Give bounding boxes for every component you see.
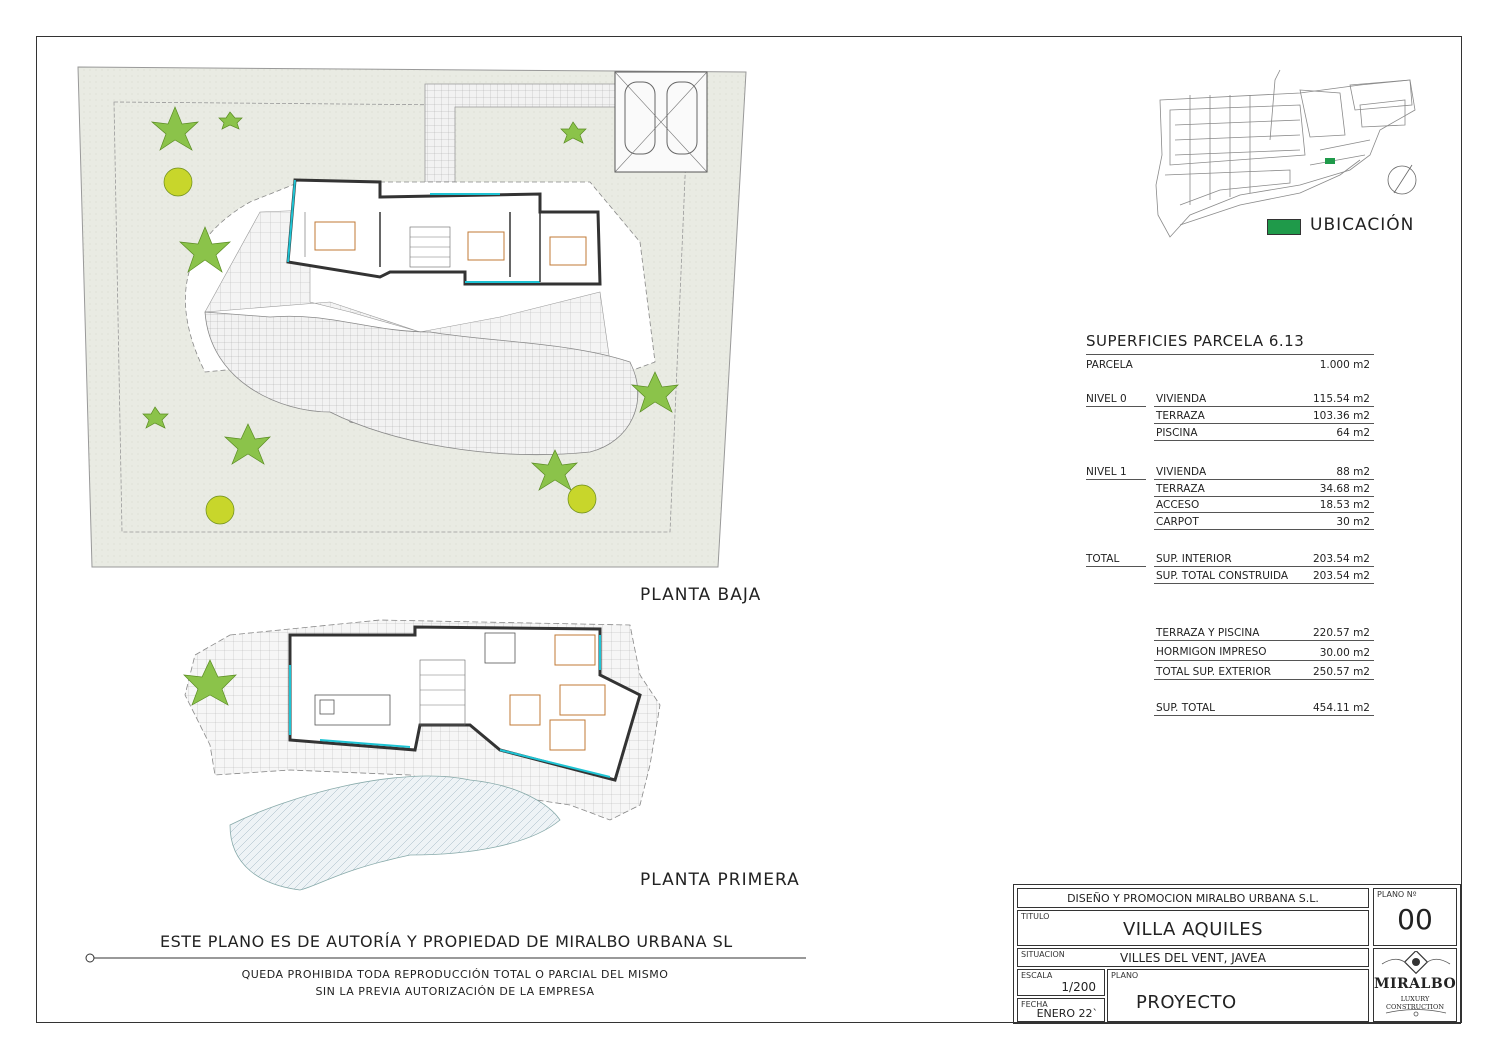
location-legend-label: UBICACIÓN xyxy=(1310,215,1415,235)
fecha-label: FECHA xyxy=(1021,1000,1048,1009)
row-sup-total-value: 454.11 m2 xyxy=(1313,702,1370,714)
situacion-label: SITUACION xyxy=(1021,950,1065,959)
ownership-line-1: QUEDA PROHIBIDA TODA REPRODUCCIÓN TOTAL O PARCIAL DEL MISMO xyxy=(241,968,669,981)
situacion-value: VILLES DEL VENT, JAVEA xyxy=(1120,951,1266,965)
row-nivel1-acceso: ACCESO xyxy=(1156,499,1200,511)
row-nivel0-piscina: PISCINA xyxy=(1156,427,1198,439)
row-parcela-value: 1.000 m2 xyxy=(1319,359,1370,371)
location-marker xyxy=(1325,158,1335,164)
areas-table xyxy=(1086,332,1376,714)
row-parcela-category: PARCELA xyxy=(1086,359,1133,371)
fecha-box xyxy=(1017,998,1105,1022)
project-title: VILLA AQUILES xyxy=(1122,919,1264,940)
escala-label: ESCALA xyxy=(1021,971,1053,980)
row-nivel1-carpot: CARPOT xyxy=(1156,516,1199,528)
plano-number-box xyxy=(1373,888,1457,946)
row-nivel0-category: NIVEL 0 xyxy=(1086,393,1127,405)
row-total-construida-value: 203.54 m2 xyxy=(1313,570,1370,582)
row-nivel1-vivienda: VIVIENDA xyxy=(1156,466,1207,478)
row-hormigon-value: 30.00 m2 xyxy=(1319,647,1370,659)
row-nivel1-terraza-value: 34.68 m2 xyxy=(1319,483,1370,495)
row-nivel1-category: NIVEL 1 xyxy=(1086,466,1127,478)
row-nivel0-terraza-value: 103.36 m2 xyxy=(1313,410,1370,422)
row-nivel1-acceso-value: 18.53 m2 xyxy=(1319,499,1370,511)
row-nivel0-piscina-value: 64 m2 xyxy=(1336,427,1370,439)
row-nivel1-vivienda-value: 88 m2 xyxy=(1336,466,1370,478)
row-nivel0-vivienda-value: 115.54 m2 xyxy=(1313,393,1370,405)
row-terraza-piscina-value: 220.57 m2 xyxy=(1313,627,1370,639)
location-legend-swatch xyxy=(1267,219,1301,235)
escala-value: 1/200 xyxy=(1061,980,1096,994)
planta-primera-title: PLANTA PRIMERA xyxy=(640,870,800,890)
ownership-rule xyxy=(84,950,809,966)
row-total-category: TOTAL xyxy=(1086,553,1120,565)
areas-table-title: SUPERFICIES PARCELA 6.13 xyxy=(1086,332,1305,350)
logo-name: MIRALBO xyxy=(1374,976,1457,992)
row-total-exterior-value: 250.57 m2 xyxy=(1313,666,1370,678)
planta-baja-title: PLANTA BAJA xyxy=(640,585,762,605)
escala-box xyxy=(1017,969,1105,996)
company-name: DISEÑO Y PROMOCION MIRALBO URBANA S.L. xyxy=(1067,892,1319,905)
plano-box xyxy=(1107,969,1369,1022)
row-total-interior: SUP. INTERIOR xyxy=(1156,553,1232,565)
situacion-box xyxy=(1017,948,1369,967)
company-box xyxy=(1017,888,1369,908)
logo-subtitle: LUXURY CONSTRUCTION xyxy=(1385,995,1445,1011)
row-total-interior-value: 203.54 m2 xyxy=(1313,553,1370,565)
row-hormigon: HORMIGON IMPRESO xyxy=(1156,646,1267,658)
ownership-headline: ESTE PLANO ES DE AUTORÍA Y PROPIEDAD DE MIRALBO URBANA SL xyxy=(160,932,733,951)
row-nivel1-terraza: TERRAZA xyxy=(1156,483,1205,495)
plano-label: PLANO xyxy=(1111,971,1139,980)
row-total-construida: SUP. TOTAL CONSTRUIDA xyxy=(1156,570,1289,582)
planta-primera-drawing xyxy=(170,605,670,900)
row-nivel1-carpot-value: 30 m2 xyxy=(1336,516,1370,528)
fecha-value: ENERO 22` xyxy=(1036,1007,1098,1020)
planta-baja-drawing xyxy=(70,62,760,577)
company-logo xyxy=(1373,948,1457,1022)
plano-number: 00 xyxy=(1397,903,1433,936)
location-map xyxy=(1150,65,1420,240)
ownership-line-2: SIN LA PREVIA AUTORIZACIÓN DE LA EMPRESA xyxy=(315,985,595,998)
row-nivel0-terraza: TERRAZA xyxy=(1156,410,1205,422)
titulo-box xyxy=(1017,910,1369,946)
titulo-label: TITULO xyxy=(1021,912,1050,921)
row-terraza-piscina: TERRAZA Y PISCINA xyxy=(1156,627,1260,639)
plano-number-label: PLANO Nº xyxy=(1377,890,1417,899)
row-nivel0-vivienda: VIVIENDA xyxy=(1156,393,1207,405)
plano-value: PROYECTO xyxy=(1136,992,1237,1013)
row-total-exterior: TOTAL SUP. EXTERIOR xyxy=(1156,666,1272,678)
row-sup-total: SUP. TOTAL xyxy=(1156,702,1216,714)
